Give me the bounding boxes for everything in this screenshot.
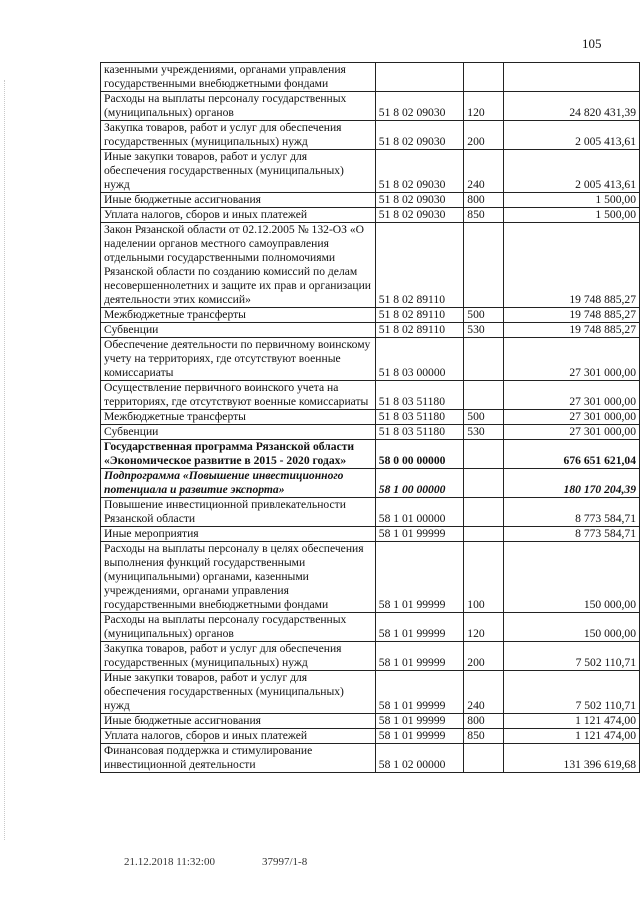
row-code-cell: 51 8 03 51180: [375, 381, 464, 410]
row-type-cell: 530: [464, 323, 504, 338]
row-type-cell: 500: [464, 410, 504, 425]
table-row: [101, 223, 640, 308]
table-row: [101, 121, 640, 150]
table-row: [101, 323, 640, 338]
table-row: [101, 744, 640, 773]
row-name-cell: Осуществление первичного воинского учета на территориях, где отсутствуют военные комиссариаты: [101, 381, 376, 410]
row-code-cell: 58 0 00 00000: [375, 440, 464, 469]
row-code-cell: 51 8 02 89110: [375, 308, 464, 323]
row-type-cell: 100: [464, 542, 504, 613]
row-code-cell: 51 8 02 09030: [375, 150, 464, 193]
scan-edge: [4, 80, 13, 840]
row-name-cell: казенными учреждениями, органами управления государственными внебюджетными фондами: [101, 63, 376, 92]
row-name-cell: Субвенции: [101, 425, 376, 440]
page-number: 105: [582, 36, 602, 51]
row-code-cell: 51 8 03 00000: [375, 338, 464, 381]
row-code-cell: 58 1 01 99999: [375, 671, 464, 714]
table-row: [101, 410, 640, 425]
row-sum-cell: 2 005 413,61: [503, 121, 639, 150]
row-name-cell: Иные бюджетные ассигнования: [101, 193, 376, 208]
row-type-cell: [464, 527, 504, 542]
row-name-cell: Финансовая поддержка и стимулирование инвестиционной деятельности: [101, 744, 376, 773]
table-row: [101, 469, 640, 498]
row-type-cell: 120: [464, 613, 504, 642]
table-row: [101, 308, 640, 323]
row-name-cell: Субвенции: [101, 323, 376, 338]
row-type-cell: 850: [464, 208, 504, 223]
row-code-cell: 58 1 01 99999: [375, 729, 464, 744]
row-sum-cell: 150 000,00: [503, 542, 639, 613]
row-code-cell: 58 1 02 00000: [375, 744, 464, 773]
row-type-cell: 240: [464, 150, 504, 193]
table-row: [101, 381, 640, 410]
table-row: [101, 714, 640, 729]
table-row: [101, 63, 640, 92]
row-sum-cell: 1 500,00: [503, 208, 639, 223]
row-sum-cell: 27 301 000,00: [503, 338, 639, 381]
row-sum-cell: 24 820 431,39: [503, 92, 639, 121]
row-code-cell: 58 1 01 00000: [375, 498, 464, 527]
row-type-cell: 530: [464, 425, 504, 440]
table-row: [101, 425, 640, 440]
row-type-cell: 800: [464, 714, 504, 729]
row-name-cell: Обеспечение деятельности по первичному воинскому учету на территориях, где отсутствуют военные комиссариаты: [101, 338, 376, 381]
row-code-cell: 58 1 01 99999: [375, 613, 464, 642]
row-sum-cell: 8 773 584,71: [503, 527, 639, 542]
row-name-cell: Иные мероприятия: [101, 527, 376, 542]
row-sum-cell: 8 773 584,71: [503, 498, 639, 527]
row-sum-cell: 1 500,00: [503, 193, 639, 208]
row-code-cell: 51 8 02 09030: [375, 92, 464, 121]
table-row: [101, 208, 640, 223]
table-row: [101, 338, 640, 381]
row-sum-cell: 19 748 885,27: [503, 223, 639, 308]
row-name-cell: Расходы на выплаты персоналу государственных (муниципальных) органов: [101, 92, 376, 121]
budget-table: [100, 62, 640, 773]
row-type-cell: 800: [464, 193, 504, 208]
row-name-cell: Межбюджетные трансферты: [101, 308, 376, 323]
row-type-cell: [464, 63, 504, 92]
row-type-cell: [464, 469, 504, 498]
table-row: [101, 92, 640, 121]
row-sum-cell: 27 301 000,00: [503, 381, 639, 410]
row-sum-cell: 676 651 621,04: [503, 440, 639, 469]
row-name-cell: Межбюджетные трансферты: [101, 410, 376, 425]
table-row: [101, 440, 640, 469]
row-name-cell: Иные бюджетные ассигнования: [101, 714, 376, 729]
row-type-cell: [464, 223, 504, 308]
row-name-cell: Закупка товаров, работ и услуг для обеспечения государственных (муниципальных) нужд: [101, 121, 376, 150]
row-type-cell: 200: [464, 642, 504, 671]
row-name-cell: Повышение инвестиционной привлекательности Рязанской области: [101, 498, 376, 527]
table-row: [101, 150, 640, 193]
table-row: [101, 613, 640, 642]
row-code-cell: 58 1 01 99999: [375, 527, 464, 542]
row-name-cell: Закон Рязанской области от 02.12.2005 № 132-ОЗ «О наделении органов местного самоуправления отдельными государственными полномочиями Рязанской области по созданию комиссий по делам несовершеннолетних и защите их прав и организации деятельности этих комиссий»: [101, 223, 376, 308]
table-row: [101, 498, 640, 527]
row-type-cell: [464, 744, 504, 773]
row-sum-cell: 150 000,00: [503, 613, 639, 642]
row-sum-cell: 19 748 885,27: [503, 308, 639, 323]
row-sum-cell: 7 502 110,71: [503, 671, 639, 714]
table-row: [101, 729, 640, 744]
row-code-cell: 58 1 01 99999: [375, 642, 464, 671]
row-sum-cell: 19 748 885,27: [503, 323, 639, 338]
row-code-cell: 51 8 02 09030: [375, 208, 464, 223]
row-name-cell: Уплата налогов, сборов и иных платежей: [101, 208, 376, 223]
row-type-cell: 200: [464, 121, 504, 150]
table-row: [101, 542, 640, 613]
row-sum-cell: 180 170 204,39: [503, 469, 639, 498]
row-code-cell: 51 8 02 09030: [375, 121, 464, 150]
row-code-cell: 51 8 03 51180: [375, 425, 464, 440]
row-name-cell: Иные закупки товаров, работ и услуг для обеспечения государственных (муниципальных) нужд: [101, 150, 376, 193]
row-type-cell: [464, 440, 504, 469]
table-row: [101, 642, 640, 671]
row-name-cell: Закупка товаров, работ и услуг для обеспечения государственных (муниципальных) нужд: [101, 642, 376, 671]
row-type-cell: [464, 498, 504, 527]
row-code-cell: 58 1 01 99999: [375, 542, 464, 613]
row-name-cell: Государственная программа Рязанской области «Экономическое развитие в 2015 - 2020 годах»: [101, 440, 376, 469]
table-row: [101, 671, 640, 714]
row-name-cell: Расходы на выплаты персоналу в целях обеспечения выполнения функций государственными (муниципальными) органами, казенными учреждениями, органами управления государственными внебюджетными фондами: [101, 542, 376, 613]
row-code-cell: 51 8 03 51180: [375, 410, 464, 425]
row-sum-cell: 27 301 000,00: [503, 425, 639, 440]
row-code-cell: 58 1 00 00000: [375, 469, 464, 498]
table-row: [101, 193, 640, 208]
row-sum-cell: 131 396 619,68: [503, 744, 639, 773]
row-sum-cell: 7 502 110,71: [503, 642, 639, 671]
row-type-cell: [464, 381, 504, 410]
footer-datetime: 21.12.2018 11:32:00: [124, 856, 215, 868]
table-row: [101, 527, 640, 542]
row-sum-cell: 27 301 000,00: [503, 410, 639, 425]
footer-doc-id: 37997/1-8: [262, 856, 308, 868]
row-sum-cell: 2 005 413,61: [503, 150, 639, 193]
row-sum-cell: 1 121 474,00: [503, 714, 639, 729]
row-type-cell: 120: [464, 92, 504, 121]
row-code-cell: 51 8 02 89110: [375, 323, 464, 338]
row-code-cell: [375, 63, 464, 92]
row-name-cell: Подпрограмма «Повышение инвестиционного потенциала и развитие экспорта»: [101, 469, 376, 498]
row-type-cell: 240: [464, 671, 504, 714]
row-type-cell: 850: [464, 729, 504, 744]
row-type-cell: [464, 338, 504, 381]
row-name-cell: Уплата налогов, сборов и иных платежей: [101, 729, 376, 744]
row-name-cell: Иные закупки товаров, работ и услуг для обеспечения государственных (муниципальных) нужд: [101, 671, 376, 714]
row-type-cell: 500: [464, 308, 504, 323]
row-sum-cell: [503, 63, 639, 92]
row-code-cell: 51 8 02 09030: [375, 193, 464, 208]
row-code-cell: 51 8 02 89110: [375, 223, 464, 308]
row-sum-cell: 1 121 474,00: [503, 729, 639, 744]
row-code-cell: 58 1 01 99999: [375, 714, 464, 729]
row-name-cell: Расходы на выплаты персоналу государственных (муниципальных) органов: [101, 613, 376, 642]
